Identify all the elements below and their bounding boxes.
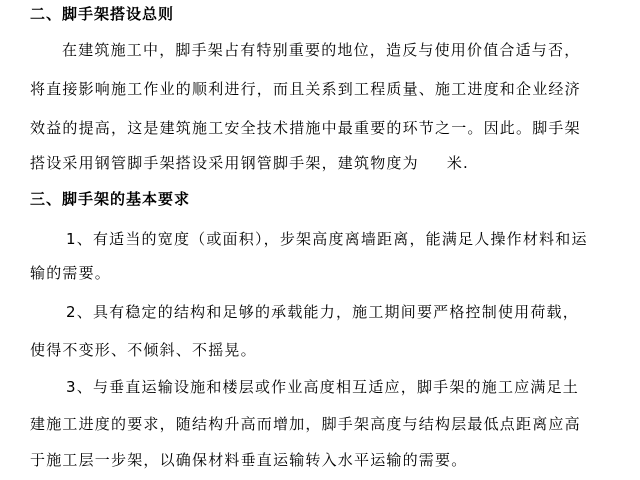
item-2-line-1: 2、具有稳定的结构和足够的承载能力，施工期间要严格控制使用荷载， bbox=[66, 303, 579, 321]
item-1-line-2: 输的需要。 bbox=[30, 264, 112, 282]
section-2-line-2: 将直接影响施工作业的顺利进行，而且关系到工程质量、施工进度和企业经济 bbox=[30, 80, 581, 98]
item-3-line-3: 于施工层一步架，以确保材料垂直运输转入水平运输的需要。 bbox=[30, 451, 468, 469]
item-3-line-1: 3、与垂直运输设施和楼层或作业高度相互适应，脚手架的施工应满足土 bbox=[66, 378, 579, 396]
section-2-line-1: 在建筑施工中，脚手架占有特别重要的地位，造反与使用价值合适与否， bbox=[62, 41, 581, 59]
item-3-line-2: 建施工进度的要求，随结构升高而增加，脚手架高度与结构层最低点距离应高 bbox=[30, 415, 581, 433]
section-2-heading: 二、脚手架搭设总则 bbox=[30, 5, 175, 23]
section-2-line-4-unit: 米. bbox=[446, 154, 469, 172]
section-2-line-4 bbox=[30, 153, 469, 173]
section-3-heading: 三、脚手架的基本要求 bbox=[30, 190, 191, 208]
item-1-line-1: 1、有适当的宽度（或面积），步架高度离墙距离，能满足人操作材料和运 bbox=[66, 230, 588, 248]
section-2-line-4-text: 搭设采用钢管脚手架搭设采用钢管脚手架，建筑物度为 bbox=[30, 154, 419, 172]
section-2-line-3: 效益的提高，这是建筑施工安全技术措施中最重要的环节之一。因此。脚手架 bbox=[30, 119, 581, 137]
item-2-line-2: 使得不变形、不倾斜、不摇晃。 bbox=[30, 341, 257, 359]
